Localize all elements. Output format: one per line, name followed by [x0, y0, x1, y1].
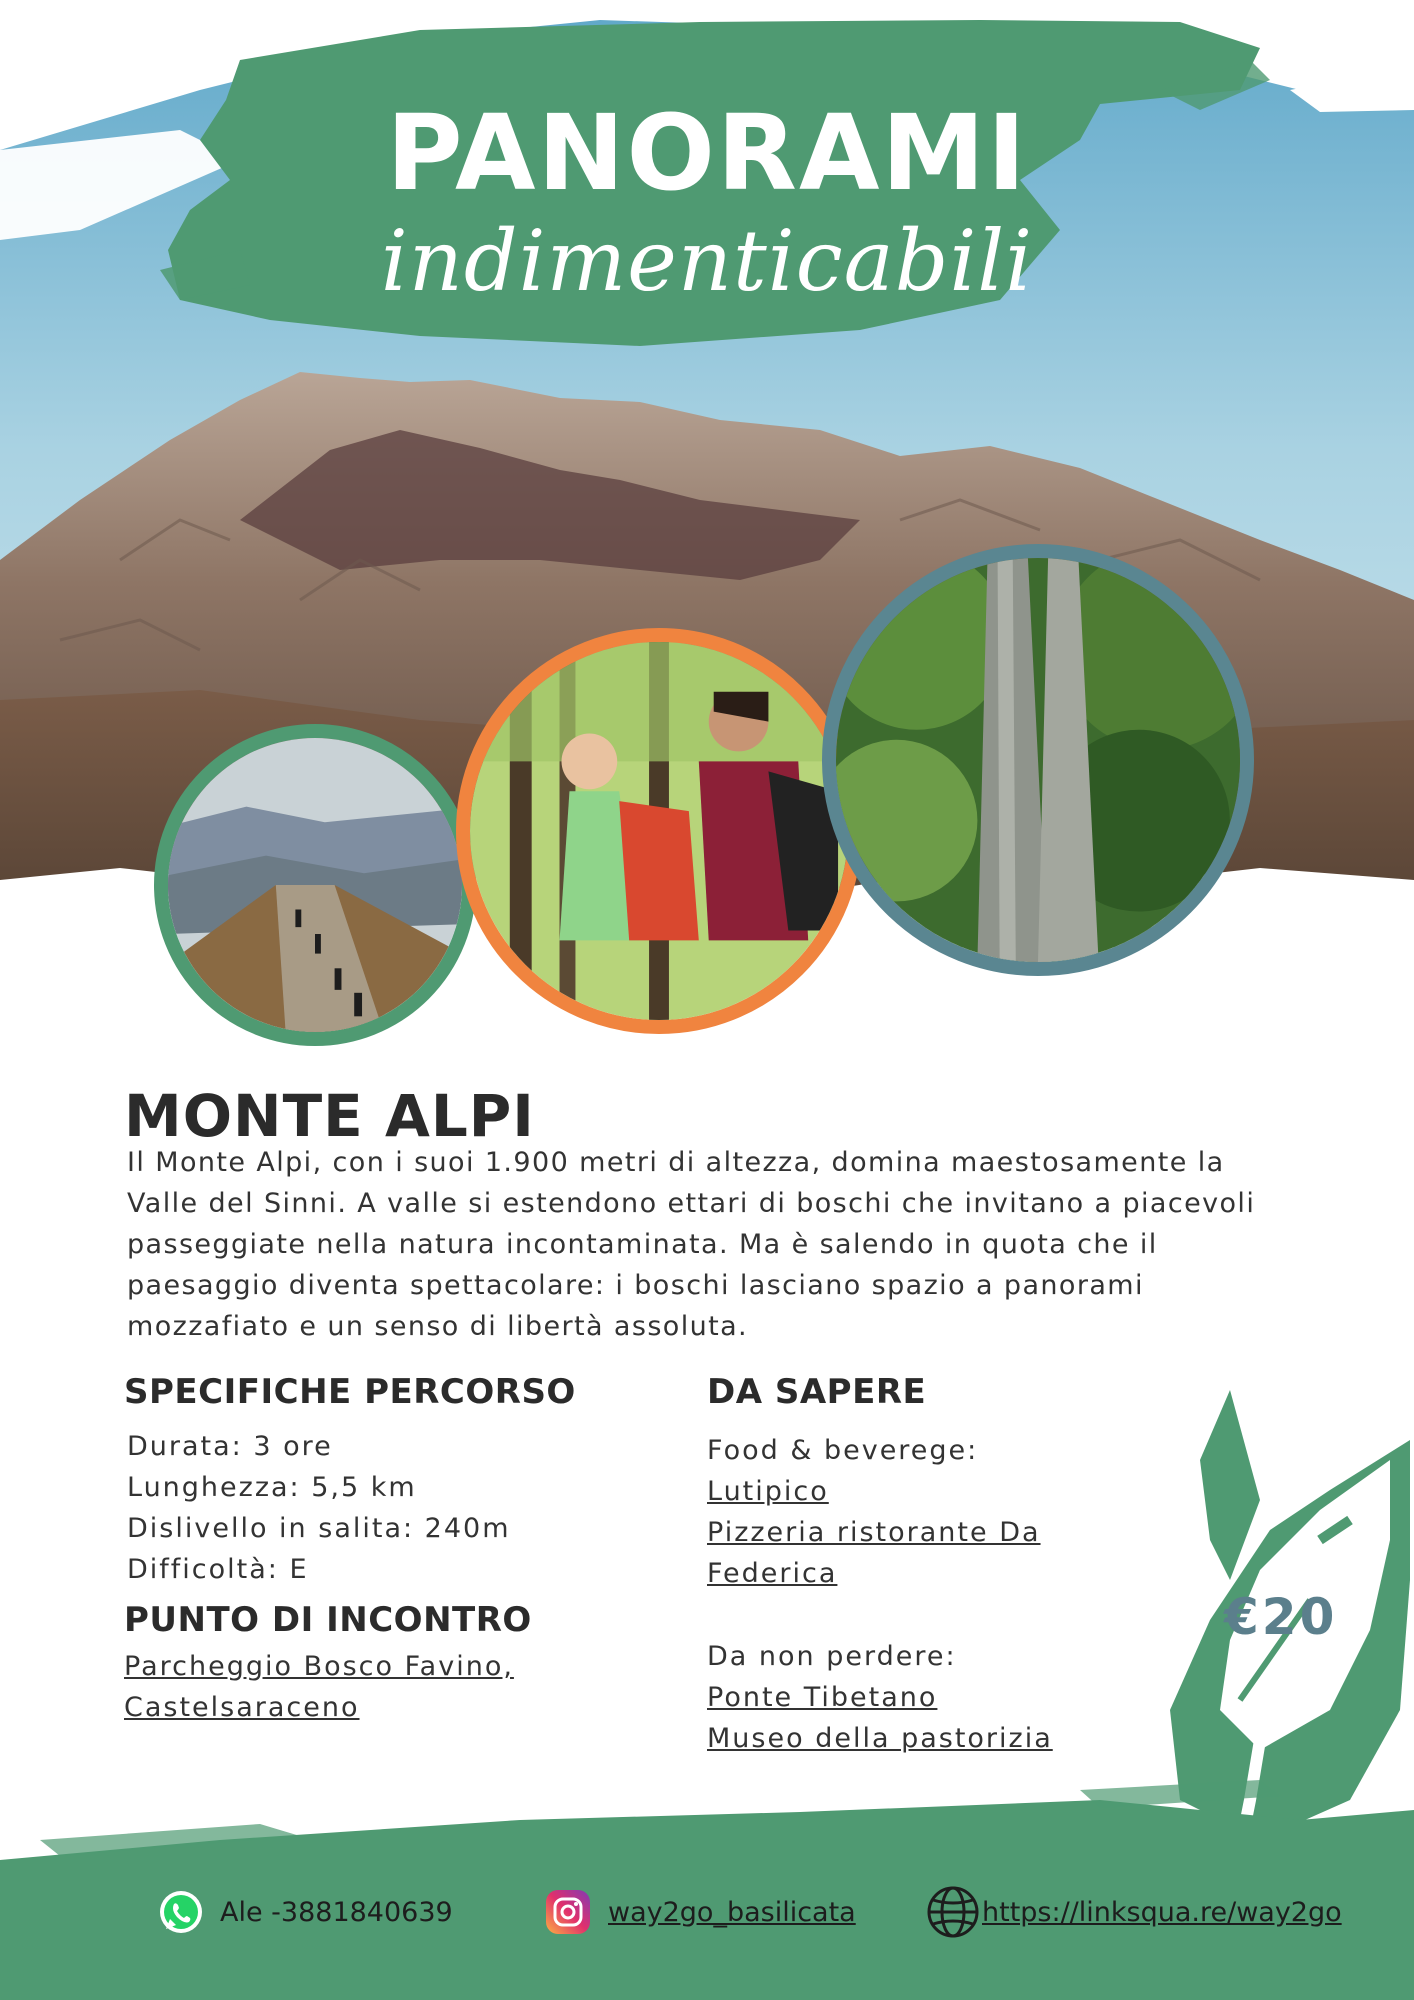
- specifiche-heading: SPECIFICHE PERCORSO: [124, 1372, 576, 1412]
- footer-instagram[interactable]: [544, 1886, 856, 1938]
- punto-incontro-address[interactable]: [124, 1646, 514, 1728]
- hikers-photo: [456, 628, 862, 1034]
- food-link-pizzeria[interactable]: Pizzeria ristorante Da: [707, 1517, 1041, 1548]
- non-perdere-link-museo[interactable]: Museo della pastorizia: [707, 1723, 1053, 1754]
- destination-heading: MONTE ALPI: [124, 1082, 535, 1150]
- non-perdere-link-ponte[interactable]: Ponte Tibetano: [707, 1682, 938, 1713]
- non-perdere-label: Da non perdere:: [707, 1641, 957, 1672]
- meeting-point-line-1[interactable]: Parcheggio Bosco Favino,: [124, 1651, 514, 1682]
- da-sapere-heading: DA SAPERE: [707, 1372, 927, 1412]
- price-tag: €20: [1224, 1588, 1338, 1646]
- page-title: PANORAMI: [386, 92, 1028, 214]
- food-link-lutipico[interactable]: Lutipico: [707, 1476, 829, 1507]
- instagram-icon: [544, 1888, 592, 1936]
- beech-forest-photo: [822, 544, 1254, 976]
- whatsapp-icon: [158, 1889, 204, 1935]
- spec-duration: Durata: 3 ore: [127, 1431, 333, 1462]
- da-sapere-non-perdere: [707, 1636, 1053, 1759]
- da-sapere-food: [707, 1430, 1041, 1594]
- footer-website[interactable]: [926, 1886, 1342, 1938]
- spec-elevation: Dislivello in salita: 240m: [127, 1513, 511, 1544]
- title-block: [0, 0, 1414, 360]
- spec-length: Lunghezza: 5,5 km: [127, 1472, 417, 1503]
- destination-description: Il Monte Alpi, con i suoi 1.900 metri di altezza, domina maestosamente la Valle del Sinni. A valle si estendono ettari di boschi che invitano a piacevoli passeggiate nella natura incontaminata. Ma è salendo in quota che il paesaggio diventa spettacolare: i boschi lasciano spazio a panorami mozzafiato e un senso di libertà assoluta.: [127, 1147, 1256, 1342]
- whatsapp-contact: Ale -3881840639: [220, 1896, 453, 1928]
- website-link[interactable]: https://linksqua.re/way2go: [982, 1896, 1342, 1928]
- instagram-handle[interactable]: way2go_basilicata: [608, 1896, 856, 1928]
- trail-photo: [154, 724, 476, 1046]
- specifiche-list: [127, 1426, 511, 1590]
- meeting-point-line-2[interactable]: Castelsaraceno: [124, 1692, 360, 1723]
- spec-difficulty: Difficoltà: E: [127, 1554, 309, 1585]
- page-subtitle: indimenticabili: [380, 212, 1034, 310]
- footer-whatsapp[interactable]: [158, 1886, 453, 1938]
- globe-icon: [926, 1885, 980, 1939]
- food-label: Food & beverege:: [707, 1435, 979, 1466]
- food-link-federica[interactable]: Federica: [707, 1558, 838, 1589]
- punto-incontro-heading: PUNTO DI INCONTRO: [124, 1600, 532, 1640]
